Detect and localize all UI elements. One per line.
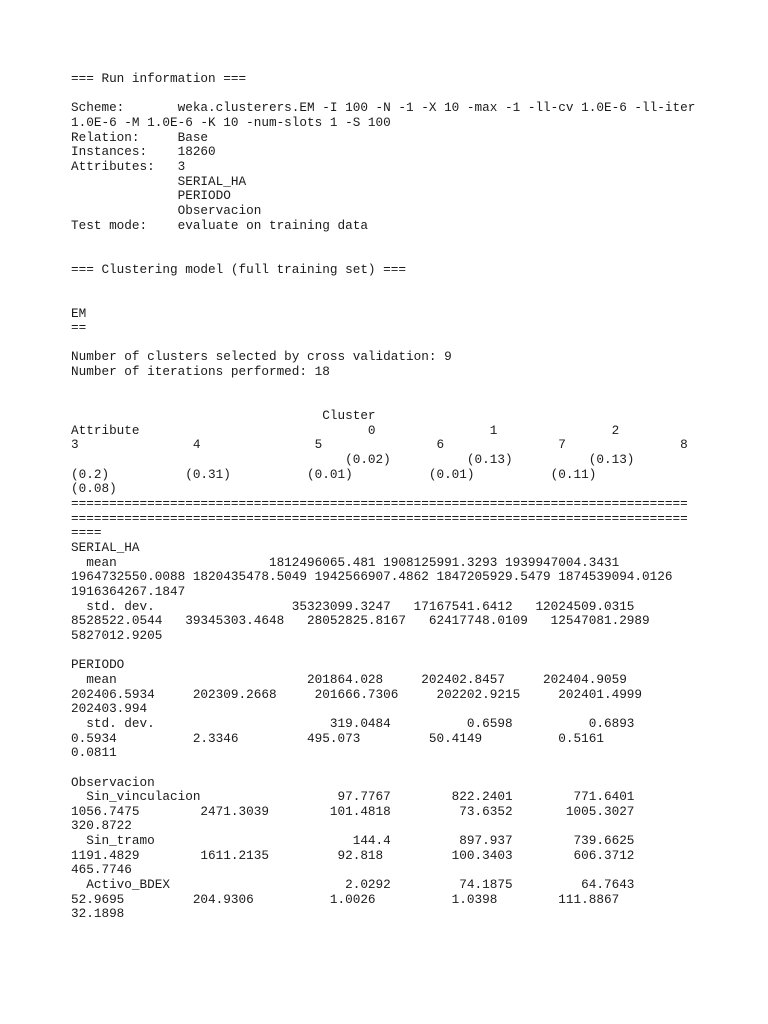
output-line: 8528522.0544 39345303.4648 28052825.8167 62417748.0109 12547081.2989 (71, 613, 650, 629)
output-line: 320.8722 (71, 818, 132, 834)
output-line: ================================================================================= (71, 496, 688, 512)
output-line: std. dev. 35323099.3247 17167541.6412 12024509.0315 (71, 598, 635, 614)
weka-output-document (71, 72, 761, 922)
output-line: Sin_tramo 144.4 897.937 739.6625 (71, 833, 635, 849)
output-line: 32.1898 (71, 906, 125, 922)
output-line: SERIAL_HA (71, 540, 140, 555)
output-line: PERIODO (71, 657, 125, 673)
output-line: 3 4 5 6 7 8 (71, 437, 688, 453)
output-line: 1.0E-6 -M 1.0E-6 -K 10 -num-slots 1 -S 100 (71, 114, 391, 130)
output-line: 465.7746 (71, 862, 132, 878)
output-line: mean 1812496065.481 1908125991.3293 1939947004.3431 (71, 554, 620, 570)
output-line: EM (71, 305, 87, 321)
output-line: 202406.5934 202309.2668 201666.7306 202202.9215 202401.4999 (71, 686, 643, 702)
output-line: == (71, 320, 87, 336)
output-line: mean 201864.028 202402.8457 202404.9059 (71, 671, 627, 687)
output-line: Sin_vinculacion 97.7767 822.2401 771.6401 (71, 789, 635, 805)
output-line: Cluster (71, 408, 376, 424)
output-line: 1916364267.1847 (71, 583, 186, 599)
output-line: Relation: Base (71, 129, 209, 145)
output-line: Observacion (71, 774, 155, 790)
output-line: 0.5934 2.3346 495.073 50.4149 0.5161 (71, 730, 604, 746)
output-line: Activo_BDEX 2.0292 74.1875 64.7643 (71, 877, 635, 893)
output-line: === Run information === (71, 71, 247, 86)
output-line: 5827012.9205 (71, 627, 163, 643)
output-line: Number of iterations performed: 18 (71, 364, 330, 380)
output-line: ==== (71, 525, 102, 541)
output-line: (0.08) (71, 481, 117, 497)
output-line: Attribute 0 1 2 (71, 422, 620, 438)
output-line: SERIAL_HA (71, 173, 247, 189)
output-line: Attributes: 3 (71, 158, 186, 174)
output-line: 1191.4829 1611.2135 92.818 100.3403 606.3712 (71, 847, 635, 863)
output-line: Scheme: weka.clusterers.EM -I 100 -N -1 -X 10 -max -1 -ll-cv 1.0E-6 -ll-iter (71, 100, 696, 116)
output-line: 52.9695 204.9306 1.0026 1.0398 111.8867 (71, 891, 620, 907)
output-line: (0.02) (0.13) (0.13) (71, 452, 635, 468)
output-line: PERIODO (71, 188, 231, 204)
output-line: 1056.7475 2471.3039 101.4818 73.6352 1005.3027 (71, 803, 635, 819)
output-line: std. dev. 319.0484 0.6598 0.6893 (71, 715, 635, 731)
output-line: 1964732550.0088 1820435478.5049 1942566907.4862 1847205929.5479 1874539094.0126 (71, 569, 673, 585)
output-line: Observacion (71, 202, 262, 218)
output-line: Test mode: evaluate on training data (71, 217, 368, 233)
output-line: 0.0811 (71, 745, 117, 761)
output-text (71, 72, 761, 922)
output-line: (0.2) (0.31) (0.01) (0.01) (0.11) (71, 466, 597, 482)
output-line: ================================================================================= (71, 510, 688, 526)
output-line: Number of clusters selected by cross validation: 9 (71, 349, 452, 365)
output-line: === Clustering model (full training set) === (71, 261, 407, 277)
output-line: 202403.994 (71, 701, 148, 717)
output-line: Instances: 18260 (71, 144, 216, 160)
